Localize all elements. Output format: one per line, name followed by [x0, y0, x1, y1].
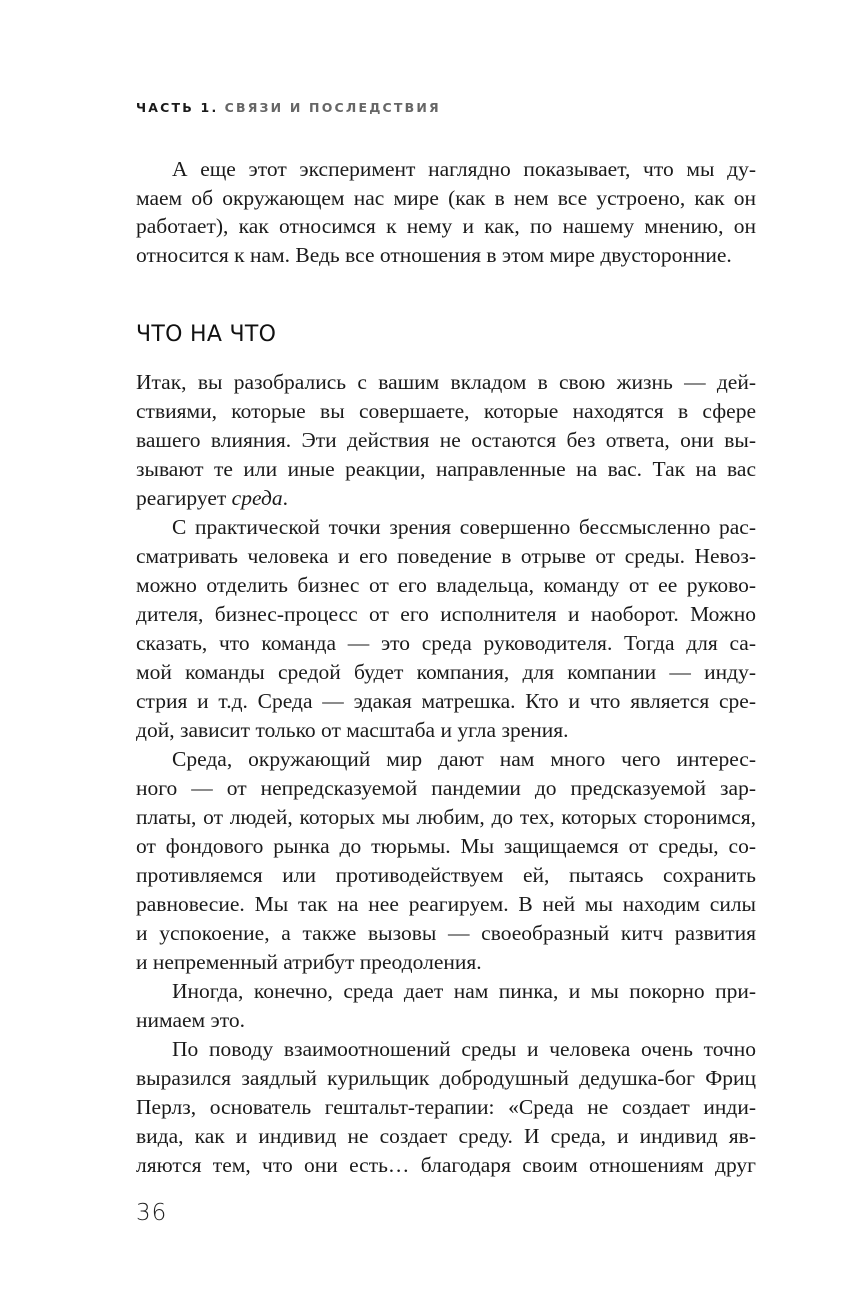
text-line: По поводу взаимоотношений среды и человека очень точно [172, 1037, 756, 1061]
text-line: маем об окружающем нас мире (как в нем все устроено, как он [136, 185, 756, 210]
text-line: выразился заядлый курильщик добродушный дедушка-бог Фриц [136, 1066, 756, 1090]
text-line: ствиями, которые вы совершаете, которые находятся в сфере [136, 399, 756, 423]
text-line: дой, зависит только от масштаба и угла зрения. [136, 718, 569, 742]
text-line: зывают те или иные реакции, направленные на вас. Так на вас [136, 457, 756, 481]
text-line: Итак, вы разобрались с вашим вкладом в свою жизнь — дей- [136, 370, 756, 394]
text-line: и непременный атрибут преодоления. [136, 950, 482, 974]
text-line: вашего влияния. Эти действия не остаются без ответа, они вы- [136, 428, 756, 452]
text-segment: . [282, 486, 288, 510]
text-line: С практической точки зрения совершенно бессмысленно рас- [172, 515, 756, 539]
text-line: и успокоение, а также вызовы — своеобразный китч развития [136, 921, 756, 945]
text-line: сказать, что команда — это среда руководителя. Тогда для са- [136, 631, 756, 655]
text-line: равновесие. Мы так на нее реагируем. В ней мы находим силы [136, 892, 756, 916]
text-line: ного — от непредсказуемой пандемии до предсказуемой зар- [136, 776, 756, 800]
text-line: Перлз, основатель гештальт-терапии: «Среда не создает инди- [136, 1095, 756, 1119]
text-line: от фондового рынка до тюрьмы. Мы защищаемся от среды, со- [136, 834, 756, 858]
text-line: сматривать человека и его поведение в отрыве от среды. Невоз- [136, 544, 756, 568]
italic-term: среда [231, 486, 283, 510]
text-line: можно отделить бизнес от его владельца, команду от ее руково- [136, 573, 756, 597]
text-line: А еще этот эксперимент наглядно показывает, что мы ду- [172, 157, 756, 181]
text-line: вида, как и индивид не создает среду. И среда, и индивид яв- [136, 1124, 756, 1148]
running-head-part: ЧАСТЬ 1. [136, 100, 219, 115]
intro-paragraph [136, 155, 756, 269]
text-line: ляются тем, что они есть… благодаря своим отношениям друг [136, 1153, 756, 1177]
text-line: стрия и т.д. Среда — эдакая матрешка. Кто и что является сре- [136, 689, 756, 713]
text-line: нимаем это. [136, 1008, 246, 1032]
text-line: относится к нам. Ведь все отношения в этом мире двусторонние. [136, 242, 732, 267]
text-line: Среда, окружающий мир дают нам много чего интерес- [172, 747, 756, 771]
text-line: противляемся или противодействуем ей, пытаясь сохранить [136, 863, 756, 887]
text-line: дителя, бизнес-процесс от его исполнителя и наоборот. Можно [136, 602, 756, 626]
text-line: работает), как относимся к нему и как, по нашему мнению, он [136, 214, 756, 238]
text-line: Иногда, конечно, среда дает нам пинка, и мы покорно при- [172, 979, 756, 1003]
body-text [136, 368, 756, 1180]
page-number: 36 [136, 1200, 168, 1226]
running-head [136, 100, 441, 115]
text-segment: реагирует [136, 486, 232, 510]
text-line: платы, от людей, которых мы любим, до тех, которых сторонимся, [136, 805, 756, 829]
text-line: мой команды средой будет компания, для компании — инду- [136, 660, 756, 684]
running-head-title: СВЯЗИ И ПОСЛЕДСТВИЯ [224, 100, 441, 115]
section-heading: ЧТО НА ЧТО [136, 322, 277, 347]
text-line [136, 484, 756, 513]
